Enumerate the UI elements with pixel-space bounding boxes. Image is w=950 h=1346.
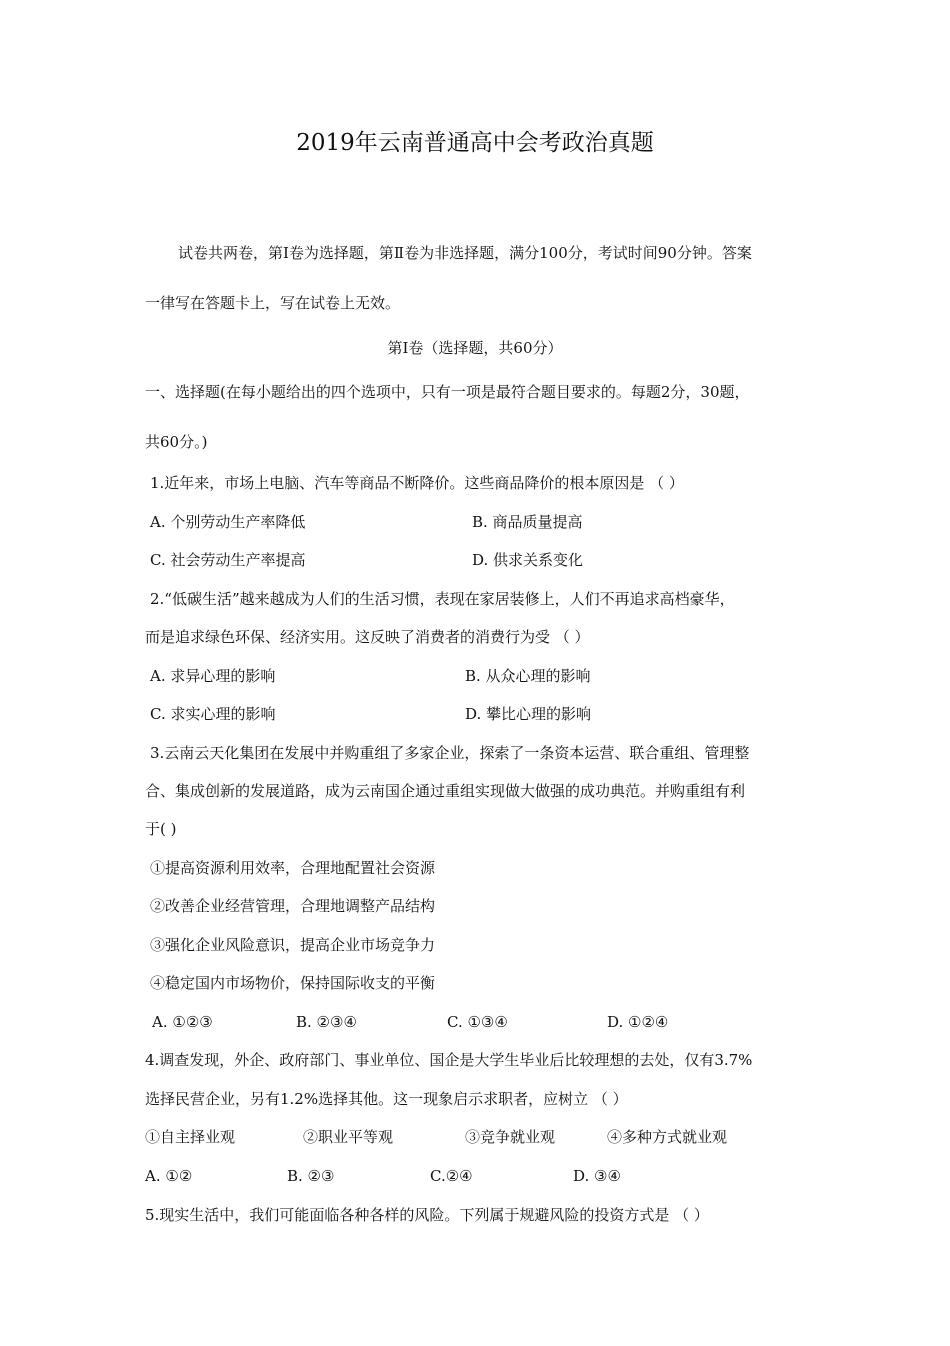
q2-option-a: A. 求异心理的影响	[150, 667, 276, 685]
q4-statement-4: ④多种方式就业观	[607, 1128, 728, 1146]
q3-stem-line-2: 合、集成创新的发展道路，成为云南国企通过重组实现做大做强的成功典范。并购重组有利	[145, 782, 746, 800]
q5-stem: 5.现实生活中，我们可能面临各种各样的风险。下列属于规避风险的投资方式是 （ ）	[145, 1206, 709, 1224]
q1-stem: 1.近年来，市场上电脑、汽车等商品不断降价。这些商品降价的根本原因是 （ ）	[150, 474, 684, 492]
q3-option-c: C. ①③④	[447, 1013, 508, 1031]
q4-option-b: B. ②③	[287, 1167, 335, 1185]
q3-statement-3: ③强化企业风险意识，提高企业市场竞争力	[150, 936, 436, 954]
q4-statement-1: ①自主择业观	[145, 1128, 236, 1146]
q2-option-c: C. 求实心理的影响	[150, 705, 276, 723]
q1-option-b: B. 商品质量提高	[472, 513, 583, 531]
q3-option-d: D. ①②④	[607, 1013, 669, 1031]
section-heading-line-1: 一、选择题(在每小题给出的四个选项中，只有一项是最符合题目要求的。每题2分，30题，	[145, 383, 750, 401]
q3-statement-4: ④稳定国内市场物价，保持国际收支的平衡	[150, 974, 436, 992]
section-title: 第Ⅰ卷（选择题，共60分）	[387, 339, 563, 357]
q3-stem-line-3: 于( )	[145, 820, 177, 838]
intro-line-2: 一律写在答题卡上，写在试卷上无效。	[145, 294, 401, 312]
q4-statement-3: ③竞争就业观	[465, 1128, 556, 1146]
q1-option-c: C. 社会劳动生产率提高	[150, 551, 306, 569]
q2-stem-line-2: 而是追求绿色环保、经济实用。这反映了消费者的消费行为受 （ ）	[145, 628, 590, 646]
q4-option-c: C.②④	[430, 1167, 473, 1185]
intro-line-1: 试卷共两卷，第Ⅰ卷为选择题，第Ⅱ卷为非选择题，满分100分，考试时间90分钟。答案	[178, 244, 752, 262]
q4-statement-2: ②职业平等观	[303, 1128, 394, 1146]
q3-statement-1: ①提高资源利用效率，合理地配置社会资源	[150, 859, 436, 877]
q3-stem-line-1: 3.云南云天化集团在发展中并购重组了多家企业，探索了一条资本运营、联合重组、管理整	[150, 744, 750, 762]
q3-statement-2: ②改善企业经营管理，合理地调整产品结构	[150, 897, 436, 915]
q1-option-d: D. 供求关系变化	[472, 551, 584, 569]
q4-stem-line-1: 4.调查发现，外企、政府部门、事业单位、国企是大学生毕业后比较理想的去处，仅有3.7%	[145, 1051, 753, 1069]
q1-option-a: A. 个别劳动生产率降低	[150, 513, 306, 531]
q4-stem-line-2: 选择民营企业，另有1.2%选择其他。这一现象启示求职者，应树立 （ ）	[145, 1090, 628, 1108]
q4-option-a: A. ①②	[145, 1167, 193, 1185]
q2-option-d: D. 攀比心理的影响	[465, 705, 592, 723]
page-title: 2019年云南普通高中会考政治真题	[296, 130, 654, 156]
q3-option-a: A. ①②③	[152, 1013, 213, 1031]
q2-option-b: B. 从众心理的影响	[465, 667, 591, 685]
section-heading-line-2: 共60分。)	[145, 433, 208, 451]
q2-stem-line-1: 2.“低碳生活”越来越成为人们的生活习惯，表现在家居装修上，人们不再追求高档豪华，	[150, 590, 735, 608]
q4-option-d: D. ③④	[573, 1167, 621, 1185]
q3-option-b: B. ②③④	[296, 1013, 357, 1031]
